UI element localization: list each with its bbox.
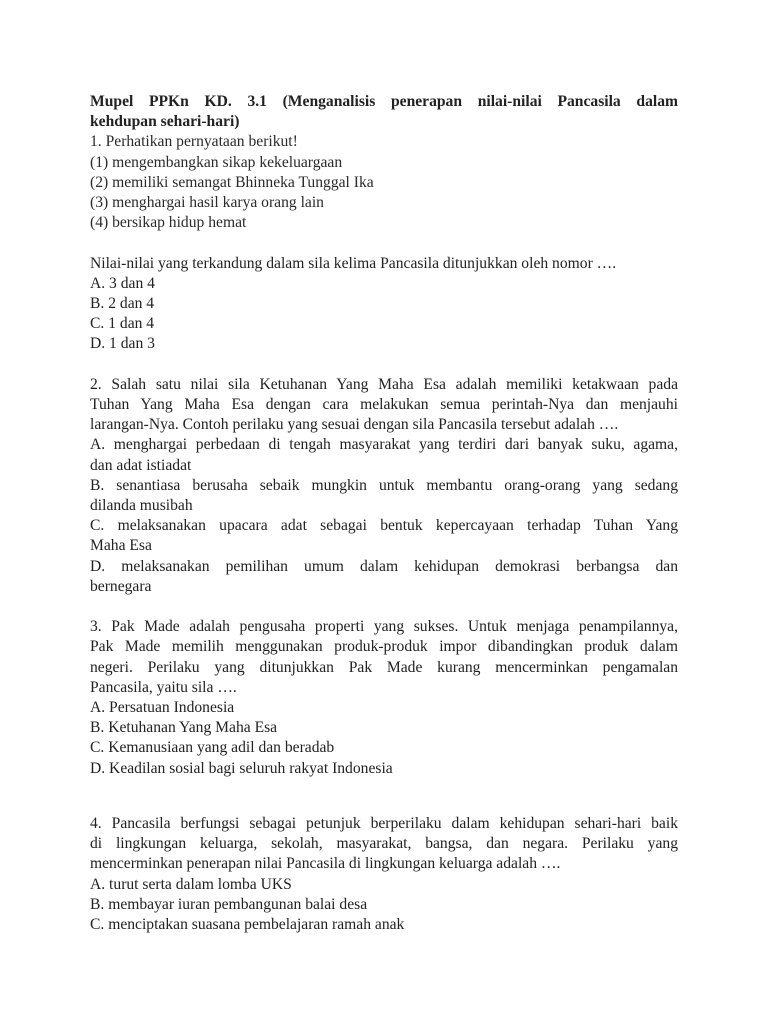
answer-option: B. 2 dan 4 (90, 295, 155, 313)
title-line: Mupel PPKn KD. 3.1 (Menganalisis penerapan nilai-nilai Pancasila dalam (90, 93, 678, 110)
answer-option-b-cont: dilanda musibah (90, 497, 193, 515)
statement-item: (3) menghargai hasil karya orang lain (90, 194, 324, 212)
answer-option: A. 3 dan 4 (90, 274, 155, 292)
answer-option-a: A. menghargai perbedaan di tengah masyarakat yang terdiri dari banyak suku, agama, (90, 436, 678, 454)
statement-item: (2) memiliki semangat Bhinneka Tunggal Ika (90, 173, 374, 191)
answer-option: B. membayar iuran pembangunan balai desa (90, 895, 368, 913)
question-1 (90, 132, 678, 354)
answer-option-d: D. melaksanakan pemilihan umum dalam kehidupan demokrasi berbangsa dan (90, 557, 678, 575)
answer-option-d-cont: bernegara (90, 577, 152, 595)
statement-item: (1) mengembangkan sikap kekeluargaan (90, 153, 343, 171)
answer-option-a-cont: dan adat istiadat (90, 456, 192, 474)
answer-option: D. Keadilan sosial bagi seluruh rakyat Indonesia (90, 759, 393, 777)
question-2-text-line: larangan-Nya. Contoh perilaku yang sesuai dengan sila Pancasila tersebut adalah …. (90, 416, 619, 434)
question-3-text-line: Pancasila, yaitu sila …. (90, 678, 237, 696)
answer-option: D. 1 dan 3 (90, 335, 155, 353)
question-3-text-line: Pak Made memilih menggunakan produk-produk impor dibandingkan produk dalam (90, 638, 678, 656)
question-3 (90, 617, 678, 779)
question-4 (90, 814, 678, 935)
answer-option: C. Kemanusiaan yang adil dan beradab (90, 739, 335, 757)
title-line: kehdupan sehari-hari) (90, 113, 240, 131)
answer-option-c-cont: Maha Esa (90, 537, 152, 555)
statement-item: (4) bersikap hidup hemat (90, 214, 247, 232)
question-2 (90, 375, 678, 597)
document-title (90, 92, 678, 132)
answer-option-b: B. senantiasa berusaha sebaik mungkin untuk membantu orang-orang yang sedang (90, 476, 678, 494)
answer-option: C. menciptakan suasana pembelajaran ramah anak (90, 916, 405, 934)
answer-option: A. Persatuan Indonesia (90, 699, 235, 717)
question-4-text-line: mencerminkan penerapan nilai Pancasila di lingkungan keluarga adalah …. (90, 855, 561, 873)
question-2-text-line: 2. Salah satu nilai sila Ketuhanan Yang Maha Esa adalah memiliki ketakwaan pada (90, 375, 678, 393)
answer-option-c: C. melaksanakan upacara adat sebagai bentuk kepercayaan terhadap Tuhan Yang (90, 517, 678, 535)
question-4-text-line: di lingkungan keluarga, sekolah, masyarakat, bangsa, dan negara. Perilaku yang (90, 835, 678, 853)
answer-option: C. 1 dan 4 (90, 315, 155, 333)
question-1-text: Nilai-nilai yang terkandung dalam sila kelima Pancasila ditunjukkan oleh nomor …. (90, 254, 617, 272)
question-3-text-line: 3. Pak Made adalah pengusaha properti yang sukses. Untuk menjaga penampilannya, (90, 618, 678, 636)
answer-option: B. Ketuhanan Yang Maha Esa (90, 719, 278, 737)
question-3-text-line: negeri. Perilaku yang ditunjukkan Pak Made kurang mencerminkan pengamalan (90, 658, 678, 676)
question-2-text-line: Tuhan Yang Maha Esa dengan cara melakukan semua perintah-Nya dan menjauhi (90, 396, 678, 414)
question-1-intro: 1. Perhatikan pernyataan berikut! (90, 133, 298, 151)
answer-option: A. turut serta dalam lomba UKS (90, 875, 292, 893)
question-4-text-line: 4. Pancasila berfungsi sebagai petunjuk berperilaku dalam kehidupan sehari-hari baik (90, 815, 678, 833)
